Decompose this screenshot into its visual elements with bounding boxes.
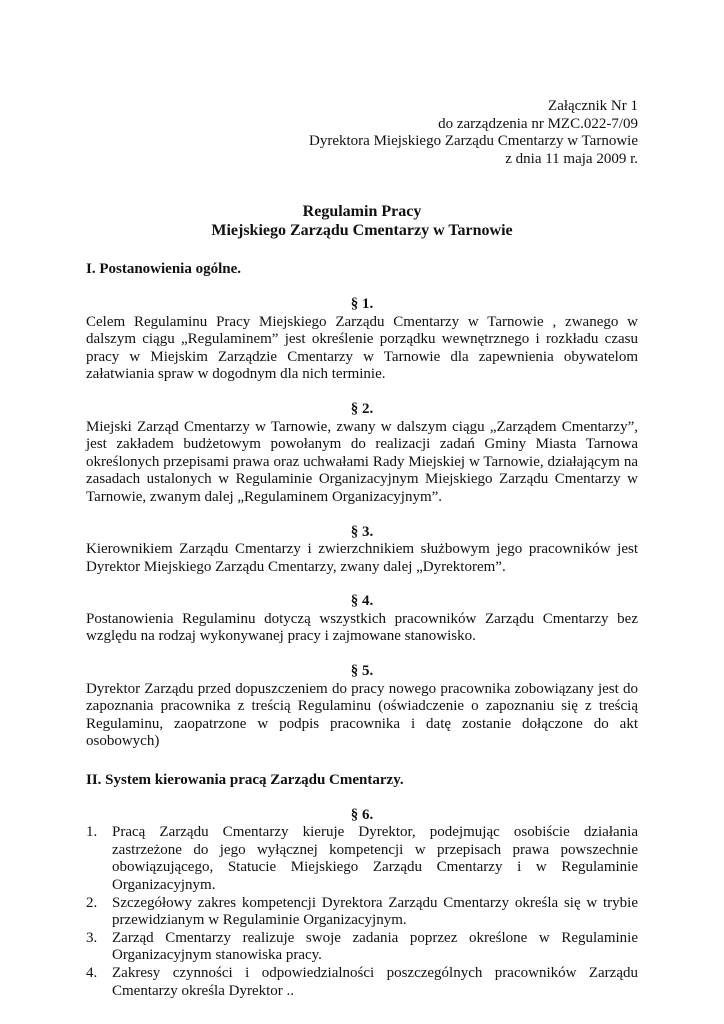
section-1-heading: I. Postanowienia ogólne. (86, 261, 242, 278)
document-page (86, 98, 638, 1000)
list-item-marker: 3. (86, 929, 98, 946)
list-item-marker: 2. (86, 894, 98, 911)
paragraph-3-number: § 3. (350, 523, 374, 540)
paragraph-3-text: Kierownikiem Zarządu Cmentarzy i zwierzchnikiem służbowym jego pracowników jest Dyrektor Miejskiego Zarządu Cmentarzy, zwany dalej „Dyrektorem”. (86, 541, 638, 575)
list-item-marker: 1. (86, 824, 98, 841)
paragraph-4-number: § 4. (350, 593, 374, 610)
list-item (86, 824, 638, 894)
annex-line-3: Dyrektora Miejskiego Zarządu Cmentarzy w Tarnowie (309, 133, 638, 150)
annex-line-4: z dnia 11 maja 2009 r. (505, 150, 638, 167)
list-item (86, 965, 638, 1000)
paragraph-2-text: Miejski Zarząd Cmentarzy w Tarnowie, zwany w dalszym ciągu „Zarządem Cmentarzy”, jest zakładem budżetowym powołanym do realizacji zadań Gminy Miasta Tarnowa określonych przepisami prawa oraz uchwałami Rady Miejskiej w Tarnowie, działającym na zasadach ustalonych w Regulaminie Organizacyjnym Miejskiego Zarządu Cmentarzy w Tarnowie, zwanym dalej „Regulaminem Organizacyjnym”. (86, 418, 638, 505)
annex-line-2: do zarządzenia nr MZC.022-7/09 (438, 115, 638, 132)
paragraph-1-number: § 1. (350, 295, 374, 312)
list-item-text: Zarząd Cmentarzy realizuje swoje zadania poprzez określone w Regulaminie Organizacyjnym stanowiska pracy. (112, 929, 638, 964)
list-item-text: Pracą Zarządu Cmentarzy kieruje Dyrektor, podejmując osobiście działania zastrzeżone do jego wyłącznej kompetencji w przepisach prawa powszechnie obowiązującego, Statucie Miejskiego Zarządu Cmentarzy i w Regulaminie Organizacyjnym. (112, 824, 638, 893)
paragraph-6-list (86, 824, 638, 1000)
annex-header (86, 98, 638, 168)
list-item (86, 895, 638, 930)
title-line-1: Regulamin Pracy (302, 203, 422, 221)
paragraph-5-text: Dyrektor Zarządu przed dopuszczeniem do pracy nowego pracownika zobowiązany jest do zapoznania pracownika z treścią Regulaminu (oświadczenie o zapoznaniu się z treścią Regulaminu, zaopatrzone w podpis pracownika i datę zostanie dołączone do akt osobowych) (86, 680, 638, 750)
list-item-marker: 4. (86, 964, 98, 981)
paragraph-1-text: Celem Regulaminu Pracy Miejskiego Zarządu Cmentarzy w Tarnowie , zwanego w dalszym ciągu „Regulaminem” jest określenie porządku wewnętrznego i rozkładu czasu pracy w Miejskim Zarządzie Cmentarzy w Tarnowie dla zapewnienia obywatelom załatwiania spraw w dogodnym dla nich terminie. (86, 313, 638, 383)
list-item (86, 930, 638, 965)
document-title (86, 203, 638, 240)
section-2-heading: II. System kierowania pracą Zarządu Cmentarzy. (86, 772, 404, 789)
paragraph-5-number: § 5. (350, 663, 374, 680)
paragraph-4-text: Postanowienia Regulaminu dotyczą wszystkich pracowników Zarządu Cmentarzy bez względu na rodzaj wykonywanej pracy i zajmowane stanowisko. (86, 610, 638, 645)
list-item-text: Zakresy czynności i odpowiedzialności poszczególnych pracowników Zarządu Cmentarzy określa Dyrektor .. (112, 964, 638, 999)
annex-line-1: Załącznik Nr 1 (548, 98, 638, 114)
paragraph-2-number: § 2. (350, 400, 374, 417)
list-item-text: Szczegółowy zakres kompetencji Dyrektora Zarządu Cmentarzy określa się w trybie przewidzianym w Regulaminie Organizacyjnym. (112, 894, 638, 929)
paragraph-6-number: § 6. (350, 806, 374, 823)
title-line-2: Miejskiego Zarządu Cmentarzy w Tarnowie (211, 221, 513, 239)
